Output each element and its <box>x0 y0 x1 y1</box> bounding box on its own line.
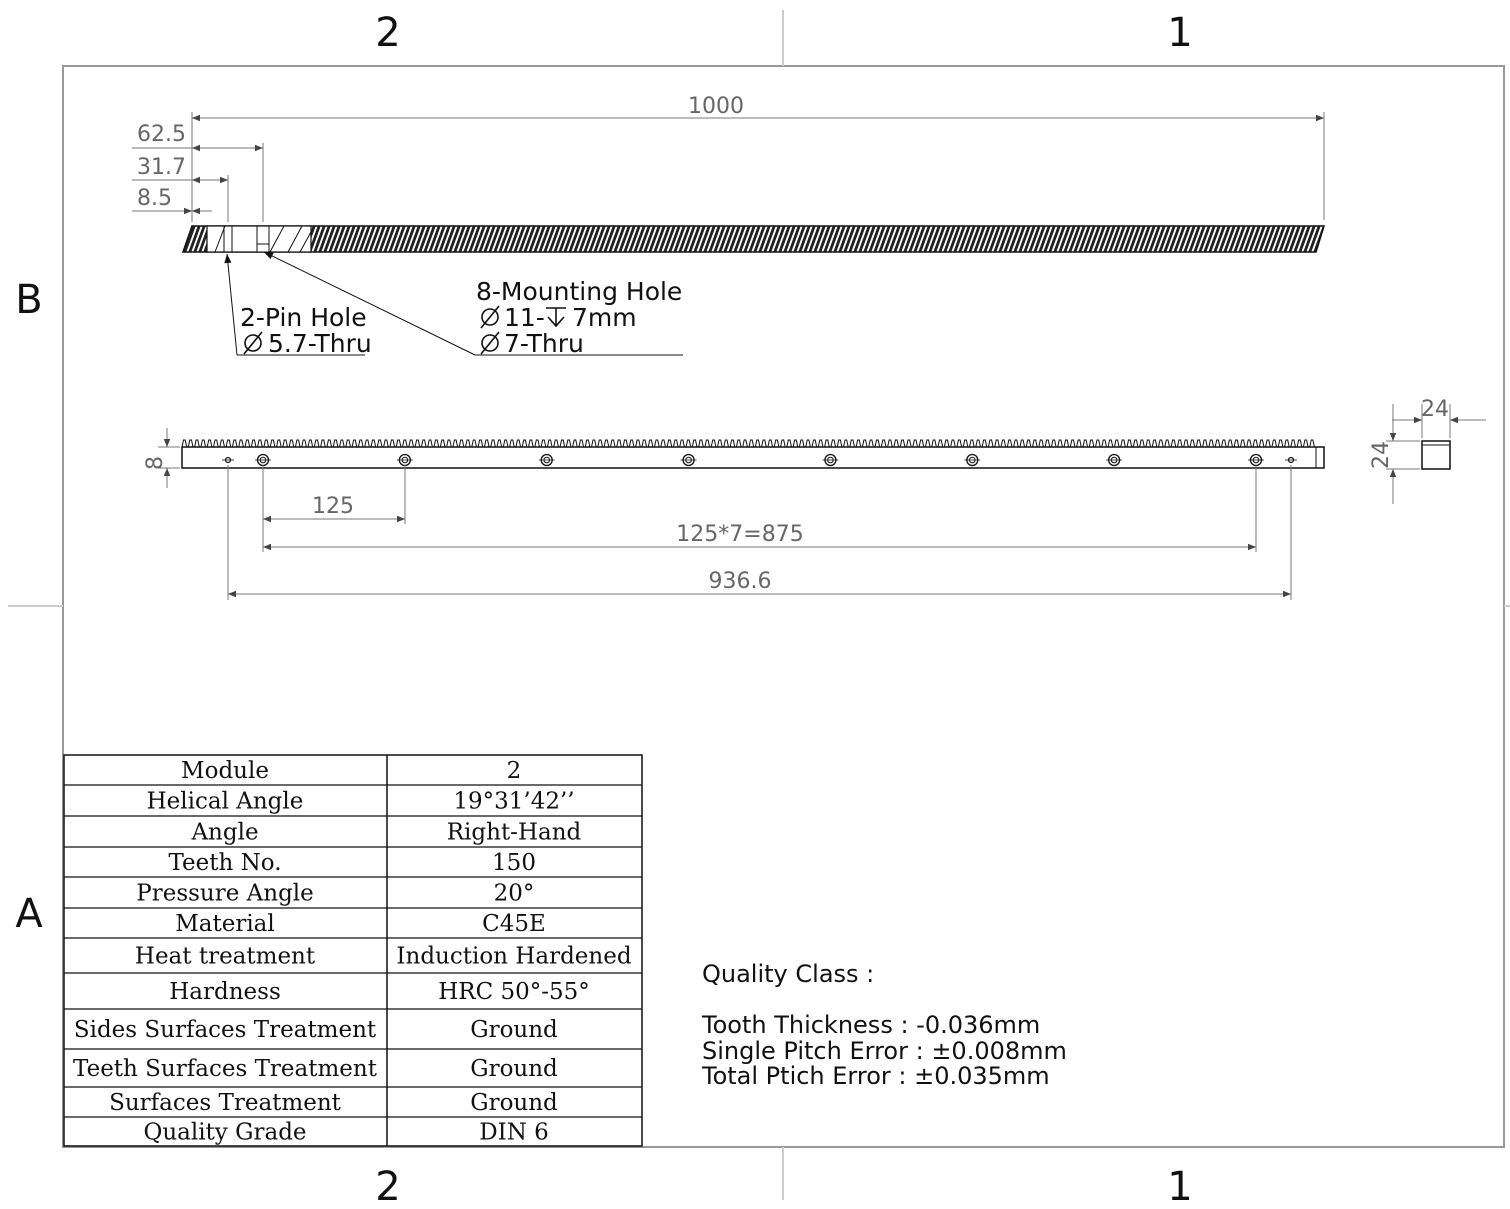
dim-offset-31-7: 31.7 <box>137 155 186 180</box>
spec-table-value: HRC 50°-55° <box>438 979 590 1005</box>
spec-table-label: Teeth No. <box>168 850 282 876</box>
spec-table-label: Angle <box>191 819 259 846</box>
zone-row-b: B <box>15 277 43 323</box>
spec-table <box>64 755 642 1146</box>
spec-table-label: Sides Surfaces Treatment <box>73 1017 377 1043</box>
quality-total-pitch-error: Total Ptich Error : ±0.035mm <box>702 1062 1050 1090</box>
rack-top-view <box>183 226 1324 252</box>
diameter-icon <box>244 332 262 354</box>
spec-table-value: Ground <box>470 1090 558 1116</box>
quality-class-heading: Quality Class : <box>702 960 875 988</box>
dim-offset-8-5: 8.5 <box>137 186 172 211</box>
spec-table-label: Quality Grade <box>143 1119 307 1146</box>
dim-pin-span: 936.6 <box>708 569 772 594</box>
dim-offset-62-5: 62.5 <box>137 122 186 147</box>
spec-table-label: Teeth Surfaces Treatment <box>73 1056 377 1082</box>
zone-column-2-top: 2 <box>375 10 401 56</box>
dim-rack-height-8: 8 <box>143 456 168 470</box>
spec-table-value: 19°31’42’’ <box>453 788 575 815</box>
dim-section-width: 24 <box>1421 397 1449 422</box>
dim-hole-pitch: 125 <box>312 494 354 519</box>
dim-overall-length: 1000 <box>688 94 744 119</box>
spec-table-value: 150 <box>492 850 536 876</box>
spec-table-value: 2 <box>506 758 522 784</box>
quality-tooth-thickness: Tooth Thickness : -0.036mm <box>702 1011 1041 1039</box>
top-view-dimensions <box>132 112 1324 222</box>
pin-hole-callout-spec: 5.7-Thru <box>268 329 372 358</box>
spec-table-label: Helical Angle <box>146 788 304 815</box>
spec-table-value: Ground <box>470 1017 558 1043</box>
spec-table-value: Ground <box>470 1056 558 1082</box>
dim-section-height: 24 <box>1369 441 1394 469</box>
zone-column-1-bottom: 1 <box>1167 1164 1193 1209</box>
spec-table-label: Hardness <box>169 979 281 1005</box>
spec-table-label: Material <box>175 911 275 937</box>
depth-icon <box>546 308 566 326</box>
rack-front-view <box>182 440 1324 468</box>
spec-table-label: Module <box>181 758 269 784</box>
zone-column-2-bottom: 2 <box>375 1164 401 1209</box>
mounting-hole-depth: 7mm <box>572 303 637 332</box>
quality-single-pitch-error: Single Pitch Error : ±0.008mm <box>702 1037 1067 1065</box>
spec-table-label: Surfaces Treatment <box>109 1090 341 1116</box>
pin-hole-callout-title: 2-Pin Hole <box>240 303 367 332</box>
mounting-hole-thru-spec: 7-Thru <box>504 329 584 358</box>
spec-table-label: Heat treatment <box>134 943 316 970</box>
mounting-hole-counterbore-spec: 11- <box>504 303 545 332</box>
spec-table-value: DIN 6 <box>479 1119 549 1146</box>
spec-table-value: Right-Hand <box>446 819 582 846</box>
diameter-icon <box>481 306 499 328</box>
diameter-icon <box>481 332 499 354</box>
zone-row-a: A <box>15 891 43 937</box>
spec-table-value: Induction Hardened <box>396 943 632 970</box>
zone-column-1-top: 1 <box>1167 10 1193 56</box>
spec-table-label: Pressure Angle <box>136 880 314 907</box>
dim-hole-span: 125*7=875 <box>676 522 804 547</box>
spec-table-value: C45E <box>482 911 546 937</box>
mounting-hole-callout-title: 8-Mounting Hole <box>476 277 683 306</box>
spec-table-value: 20° <box>493 880 535 907</box>
